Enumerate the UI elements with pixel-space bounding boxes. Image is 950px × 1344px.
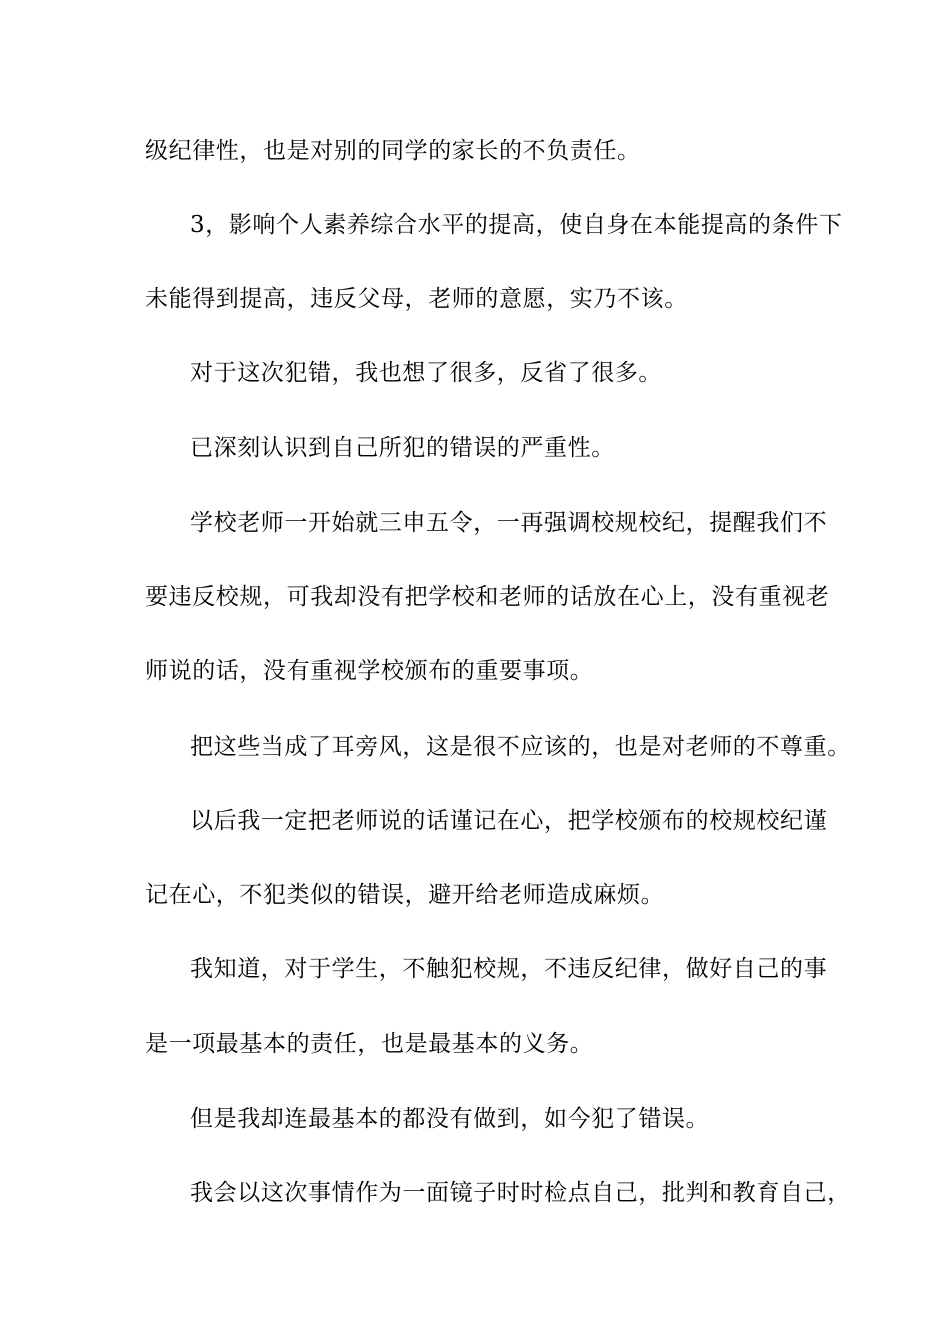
text-line: 已深刻认识到自己所犯的错误的严重性。 [190,435,615,461]
text-line: 级纪律性，也是对别的同学的家长的不负责任。 [145,138,641,164]
text-line: 把这些当成了耳旁风，这是很不应该的，也是对老师的不尊重。 [190,734,851,760]
text-line: 记在心，不犯类似的错误，避开给老师造成麻烦。 [145,882,665,908]
text-line: 师说的话，没有重视学校颁布的重要事项。 [145,658,594,684]
text-line: 我会以这次事情作为一面镜子时时检点自己，批判和教育自己， [190,1180,851,1206]
text-line: 3，影响个人素养综合水平的提高，使自身在本能提高的条件下 [190,212,843,238]
text-line: 但是我却连最基本的都没有做到，如今犯了错误。 [190,1106,710,1132]
text-line: 我知道，对于学生，不触犯校规，不违反纪律，做好自己的事 [190,956,828,982]
text-line: 未能得到提高，违反父母，老师的意愿，实乃不该。 [145,286,688,312]
text-line: 以后我一定把老师说的话谨记在心，把学校颁布的校规校纪谨 [190,808,828,834]
text-line: 对于这次犯错，我也想了很多，反省了很多。 [190,360,662,386]
text-line: 要违反校规，可我却没有把学校和老师的话放在心上，没有重视老 [145,584,830,610]
text-line: 学校老师一开始就三申五令，一再强调校规校纪，提醒我们不 [190,510,828,536]
text-line: 是一项最基本的责任，也是最基本的义务。 [145,1031,594,1057]
